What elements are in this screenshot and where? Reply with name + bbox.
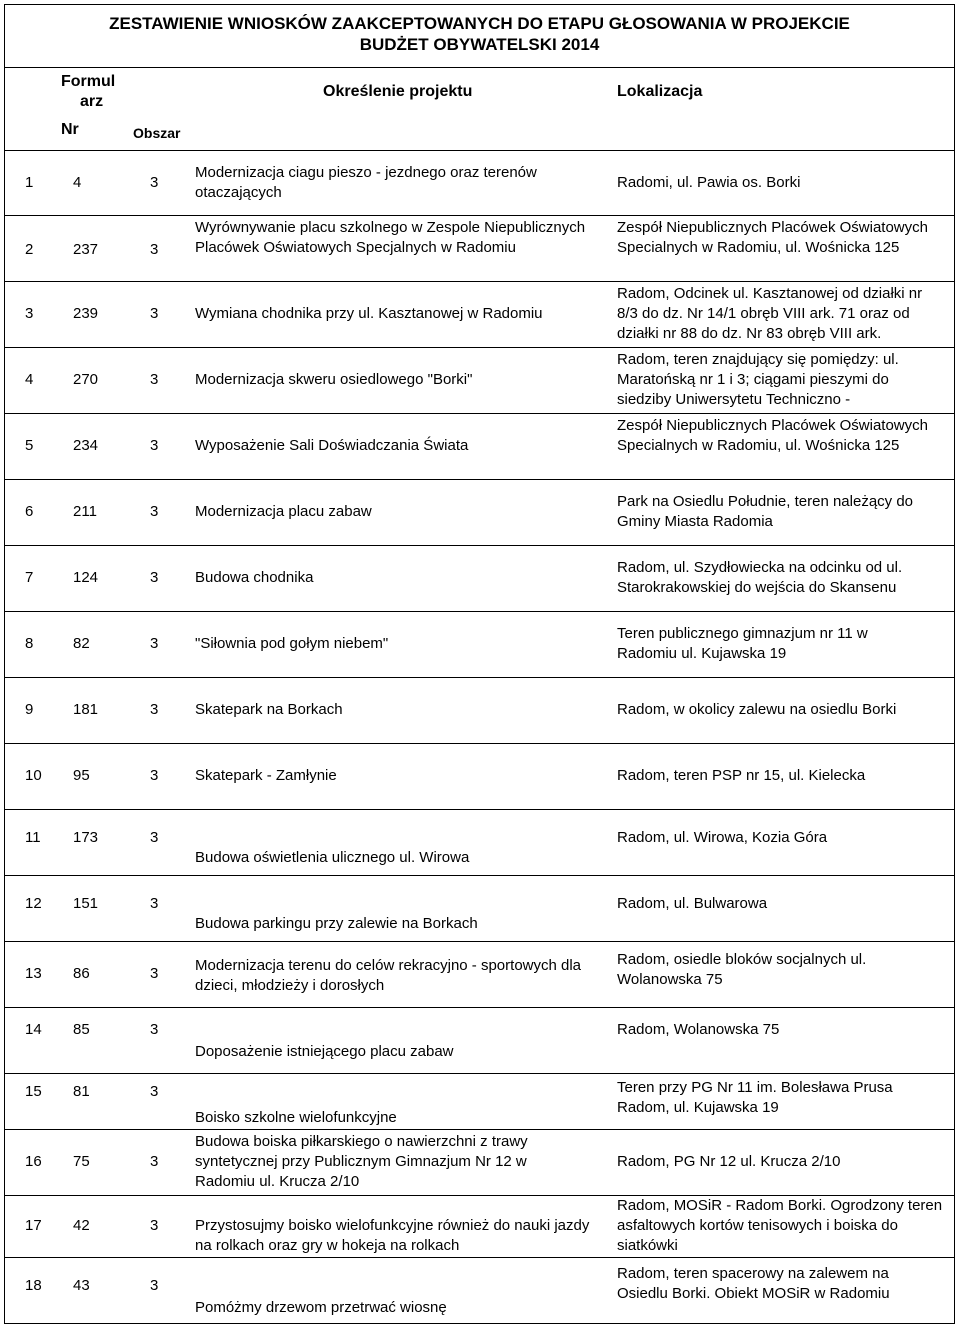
table-row xyxy=(4,612,955,678)
table-row xyxy=(4,282,955,348)
row-formularz: 124 xyxy=(73,569,99,586)
table-row xyxy=(4,348,955,414)
table-row xyxy=(4,876,955,942)
row-nr: 13 xyxy=(25,965,42,982)
row-obszar: 3 xyxy=(150,767,159,784)
row-obszar: 3 xyxy=(150,829,159,846)
row-obszar: 3 xyxy=(150,701,159,718)
row-nr: 7 xyxy=(25,569,34,586)
row-obszar: 3 xyxy=(150,437,159,454)
row-nr: 3 xyxy=(25,305,34,322)
row-project-name: Budowa chodnika xyxy=(195,569,314,586)
row-nr: 5 xyxy=(25,437,34,454)
table-row xyxy=(4,414,955,480)
row-obszar: 3 xyxy=(150,1217,159,1234)
table-row xyxy=(4,810,955,876)
table-row xyxy=(4,1130,955,1196)
row-location: Radomi, ul. Pawia os. Borki xyxy=(617,174,801,191)
row-project-name: Budowa boiska piłkarskiego o nawierzchni z trawy syntetycznej przy Publicznym Gimnazjum Nr 12 w Radomiu ul. Krucza 2/10 xyxy=(195,1133,528,1190)
row-formularz: 81 xyxy=(73,1083,90,1100)
row-formularz: 82 xyxy=(73,635,90,652)
row-obszar: 3 xyxy=(150,503,159,520)
row-project-name: Doposażenie istniejącego placu zabaw xyxy=(195,1043,454,1060)
row-obszar: 3 xyxy=(150,371,159,388)
row-project-name: Pomóżmy drzewom przetrwać wiosnę xyxy=(195,1299,447,1316)
header-formul: Formul xyxy=(61,73,116,90)
row-obszar: 3 xyxy=(150,305,159,322)
row-formularz: 270 xyxy=(73,371,99,388)
row-nr: 9 xyxy=(25,701,34,718)
row-location: Radom, teren spacerowy na zalewem na Osiedlu Borki. Obiekt MOSiR w Radomiu xyxy=(617,1265,890,1302)
table-row xyxy=(4,216,955,282)
row-formularz: 95 xyxy=(73,767,90,784)
row-location: Radom, ul. Szydłowiecka na odcinku od ul. Starokrakowskiej do wejścia do Skansenu xyxy=(617,559,903,596)
row-formularz: 75 xyxy=(73,1153,90,1170)
row-location: Radom, Wolanowska 75 xyxy=(617,1021,780,1038)
row-location: Radom, teren znajdujący się pomiędzy: ul. Maratońską nr 1 i 3; ciągami pieszymi do siedziby Uniwersytetu Techniczno - xyxy=(617,351,899,408)
row-project-name: Modernizacja terenu do celów rekracyjno - sportowych dla dzieci, młodzieży i dorosłych xyxy=(195,957,582,994)
row-project-name: Przystosujmy boisko wielofunkcyjne również do nauki jazdy na rolkach oraz gry w hokeja na rolkach xyxy=(195,1217,590,1254)
row-location: Radom, osiedle bloków socjalnych ul. Wolanowska 75 xyxy=(617,951,867,988)
row-project-name: Modernizacja placu zabaw xyxy=(195,503,372,520)
header-nr: Nr xyxy=(61,121,79,138)
row-project-name: Skatepark - Zamłynie xyxy=(195,767,337,784)
row-formularz: 86 xyxy=(73,965,90,982)
title-line-2: BUDŻET OBYWATELSKI 2014 xyxy=(359,35,600,54)
row-nr: 16 xyxy=(25,1153,42,1170)
row-location: Zespół Niepublicznych Placówek Oświatowych Specialnych w Radomiu, ul. Wośnicka 125 xyxy=(617,219,928,256)
row-obszar: 3 xyxy=(150,635,159,652)
row-formularz: 42 xyxy=(73,1217,90,1234)
table-row xyxy=(4,942,955,1008)
row-nr: 2 xyxy=(25,241,34,258)
row-formularz: 239 xyxy=(73,305,99,322)
row-project-name: "Siłownia pod gołym niebem" xyxy=(195,635,389,652)
table-header xyxy=(4,68,955,150)
row-formularz: 181 xyxy=(73,701,99,718)
row-nr: 14 xyxy=(25,1021,42,1038)
row-nr: 17 xyxy=(25,1217,42,1234)
row-formularz: 43 xyxy=(73,1277,90,1294)
header-arz: arz xyxy=(80,93,104,110)
table-row xyxy=(4,546,955,612)
table-row xyxy=(4,744,955,810)
row-formularz: 151 xyxy=(73,895,99,912)
row-project-name: Wyposażenie Sali Doświadczania Świata xyxy=(195,437,469,454)
row-location: Zespół Niepublicznych Placówek Oświatowych Specialnych w Radomiu, ul. Wośnicka 125 xyxy=(617,417,928,454)
row-nr: 10 xyxy=(25,767,42,784)
header-lokalizacja: Lokalizacja xyxy=(617,83,703,100)
row-nr: 4 xyxy=(25,371,34,388)
row-formularz: 234 xyxy=(73,437,99,454)
row-project-name: Wyrównywanie placu szkolnego w Zespole Niepublicznych Placówek Oświatowych Specjalnych w Radomiu xyxy=(195,219,586,256)
row-nr: 12 xyxy=(25,895,42,912)
row-formularz: 4 xyxy=(73,174,82,191)
table-row xyxy=(4,1196,955,1258)
row-obszar: 3 xyxy=(150,965,159,982)
row-nr: 1 xyxy=(25,174,34,191)
row-location: Radom, ul. Wirowa, Kozia Góra xyxy=(617,829,828,846)
row-location: Park na Osiedlu Południe, teren należący do Gminy Miasta Radomia xyxy=(617,493,914,530)
row-obszar: 3 xyxy=(150,1277,159,1294)
row-nr: 15 xyxy=(25,1083,42,1100)
title-line-1: ZESTAWIENIE WNIOSKÓW ZAAKCEPTOWANYCH DO ETAPU GŁOSOWANIA W PROJEKCIE xyxy=(109,14,850,33)
table-row xyxy=(4,150,955,216)
row-obszar: 3 xyxy=(150,1083,159,1100)
row-location: Radom, teren PSP nr 15, ul. Kielecka xyxy=(617,767,866,784)
row-formularz: 85 xyxy=(73,1021,90,1038)
row-project-name: Modernizacja ciagu pieszo - jezdnego oraz terenów otaczających xyxy=(195,164,537,201)
row-nr: 18 xyxy=(25,1277,42,1294)
table-row xyxy=(4,1074,955,1130)
table-row xyxy=(4,480,955,546)
row-obszar: 3 xyxy=(150,1153,159,1170)
row-formularz: 211 xyxy=(73,503,97,520)
row-project-name: Budowa oświetlenia ulicznego ul. Wirowa xyxy=(195,849,470,866)
row-project-name: Wymiana chodnika przy ul. Kasztanowej w Radomiu xyxy=(195,305,543,322)
row-location: Radom, ul. Bulwarowa xyxy=(617,895,768,912)
row-obszar: 3 xyxy=(150,1021,159,1038)
row-nr: 6 xyxy=(25,503,34,520)
row-obszar: 3 xyxy=(150,174,159,191)
table-row xyxy=(4,1008,955,1074)
table-row xyxy=(4,678,955,744)
row-nr: 8 xyxy=(25,635,34,652)
row-formularz: 173 xyxy=(73,829,99,846)
header-obszar: Obszar xyxy=(133,125,181,141)
row-location: Teren przy PG Nr 11 im. Bolesława Prusa Radom, ul. Kujawska 19 xyxy=(617,1079,893,1116)
row-nr: 11 xyxy=(25,829,41,846)
row-location: Radom, w okolicy zalewu na osiedlu Borki xyxy=(617,701,897,718)
row-project-name: Budowa parkingu przy zalewie na Borkach xyxy=(195,915,478,932)
document-sheet xyxy=(4,4,955,1324)
header-projekt: Określenie projektu xyxy=(323,83,473,100)
row-location: Radom, MOSiR - Radom Borki. Ogrodzony teren asfaltowych kortów tenisowych i boiska do siatkówki xyxy=(617,1197,943,1254)
row-obszar: 3 xyxy=(150,569,159,586)
table-row xyxy=(4,1258,955,1324)
row-location: Radom, PG Nr 12 ul. Krucza 2/10 xyxy=(617,1153,841,1170)
row-project-name: Modernizacja skweru osiedlowego "Borki" xyxy=(195,371,473,388)
row-location: Radom, Odcinek ul. Kasztanowej od działki nr 8/3 do dz. Nr 14/1 obręb VIII ark. 71 oraz od działki nr 88 do dz. Nr 83 obręb VIII ark. xyxy=(617,285,923,342)
row-project-name: Skatepark na Borkach xyxy=(195,701,343,718)
document-title xyxy=(4,4,955,68)
row-obszar: 3 xyxy=(150,895,159,912)
row-location: Teren publicznego gimnazjum nr 11 w Radomiu ul. Kujawska 19 xyxy=(617,625,868,662)
row-obszar: 3 xyxy=(150,241,159,258)
row-formularz: 237 xyxy=(73,241,99,258)
row-project-name: Boisko szkolne wielofunkcyjne xyxy=(195,1109,397,1126)
